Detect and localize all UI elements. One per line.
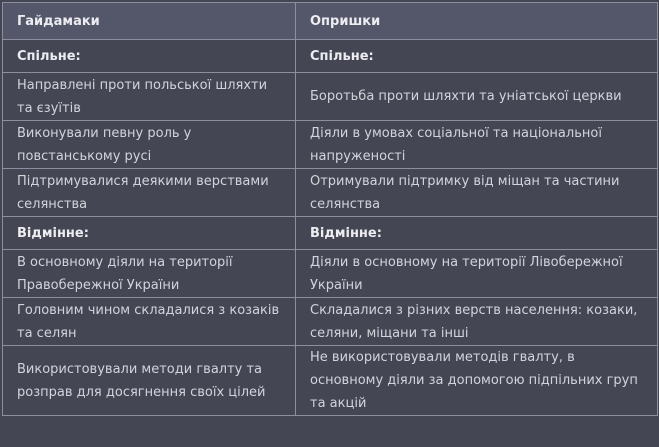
table-cell: Складалися з різних верств населення: козаки, селяни, міщани та інші <box>296 298 658 346</box>
comparison-table <box>2 2 658 416</box>
table-cell: Направлені проти польської шляхти та єзуїтів <box>3 73 296 121</box>
table-cell: Виконували певну роль у повстанському русі <box>3 121 296 169</box>
column-header-opryshky: Опришки <box>296 3 658 40</box>
table-row <box>3 250 658 298</box>
section-row-different <box>3 217 658 250</box>
section-row-common <box>3 40 658 73</box>
header-row <box>3 3 658 40</box>
table-cell: Підтримувалися деякими верствами селянства <box>3 169 296 217</box>
table-cell: Отримували підтримку від міщан та частини селянства <box>296 169 658 217</box>
table-row <box>3 298 658 346</box>
table-cell: Не використовували методів гвалту, в основному діяли за допомогою підпільних груп та акцій <box>296 346 658 416</box>
section-label: Спільне: <box>296 40 658 73</box>
table-cell: Діяли в основному на території Лівобережної України <box>296 250 658 298</box>
section-label: Відмінне: <box>296 217 658 250</box>
table-row <box>3 169 658 217</box>
table-cell: Діяли в умовах соціальної та національної напруженості <box>296 121 658 169</box>
table-cell: Використовували методи гвалту та розправ для досягнення своїх цілей <box>3 346 296 416</box>
column-header-haidamaky: Гайдамаки <box>3 3 296 40</box>
table-row <box>3 346 658 416</box>
table-row <box>3 73 658 121</box>
table-cell: Головним чином складалися з козаків та селян <box>3 298 296 346</box>
table-cell: В основному діяли на території Правобережної України <box>3 250 296 298</box>
table-cell: Боротьба проти шляхти та уніатської церкви <box>296 73 658 121</box>
section-label: Спільне: <box>3 40 296 73</box>
table-row <box>3 121 658 169</box>
section-label: Відмінне: <box>3 217 296 250</box>
